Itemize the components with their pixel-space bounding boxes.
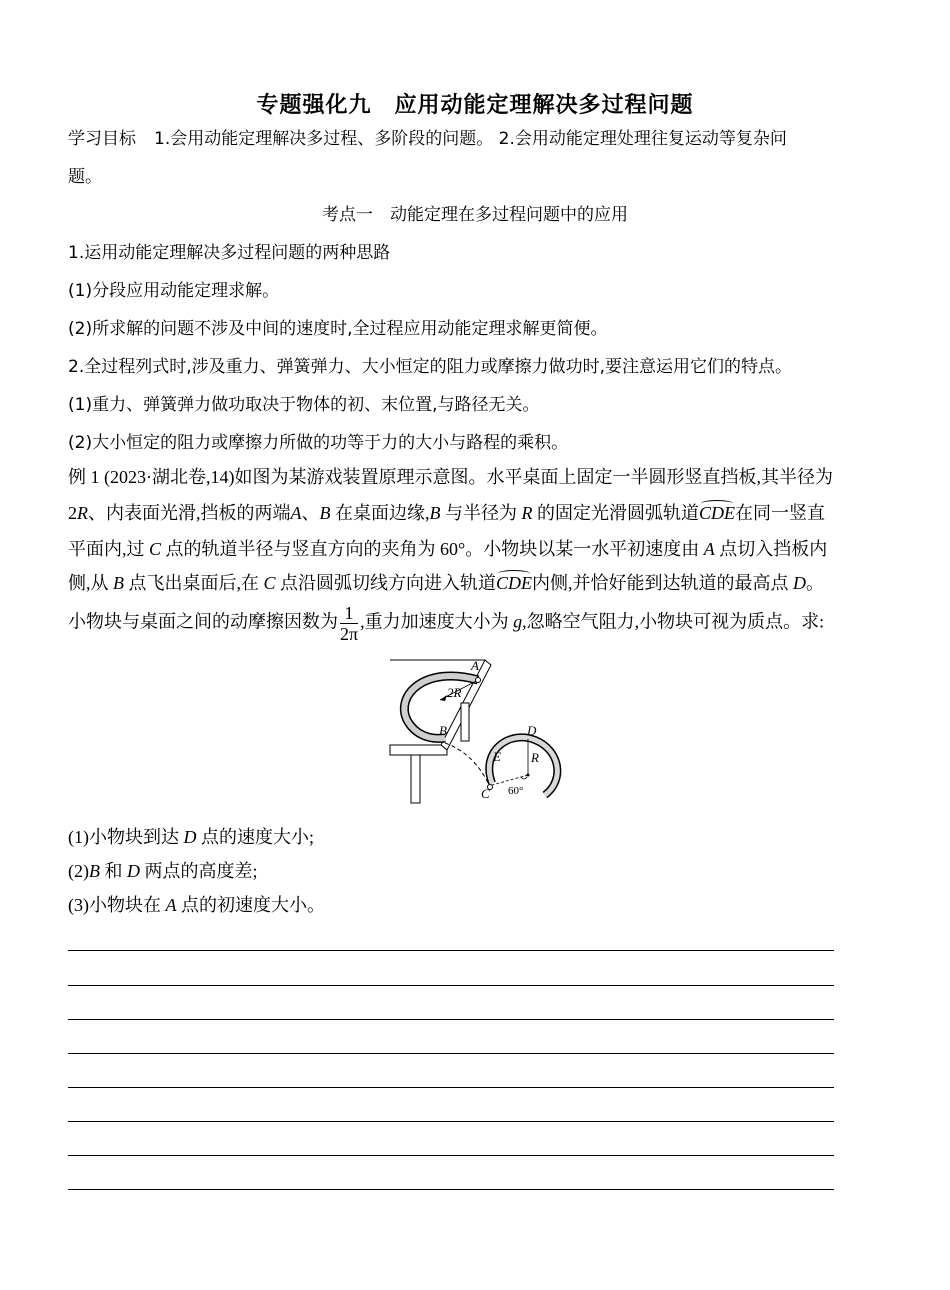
var-D: D	[127, 861, 140, 881]
var-B: B	[89, 861, 100, 881]
fraction-1-over-2pi	[340, 603, 358, 644]
var-A: A	[703, 539, 715, 559]
example-line-4	[68, 569, 824, 595]
point-2-1: (1)重力、弹簧弹力做功取决于物体的初、末位置,与路径无关。	[68, 395, 540, 415]
text: ,重力加速度大小为	[360, 611, 514, 632]
label-C: C	[481, 786, 490, 801]
text: 点沿圆弧切线方向进入轨道	[275, 573, 497, 593]
game-device-diagram	[385, 655, 570, 810]
text: (3)小物块在	[68, 895, 166, 915]
answer-line[interactable]	[68, 1189, 834, 1190]
text: 点的速度大小;	[196, 827, 315, 847]
point-1-1: (1)分段应用动能定理求解。	[68, 281, 280, 301]
point-1: 1.运用动能定理解决多过程问题的两种思路	[68, 243, 391, 263]
text: (1)小物块到达	[68, 827, 184, 847]
text: 两点的高度差;	[140, 861, 258, 881]
fraction-denominator: 2π	[340, 624, 359, 644]
text: ,忽略空气阻力,小物块可视为质点。求:	[522, 611, 825, 632]
example-line-5	[68, 603, 824, 644]
radius-to-C	[492, 775, 528, 785]
var-A: A	[165, 895, 177, 915]
answer-line[interactable]	[68, 1019, 834, 1020]
text: 。	[806, 573, 825, 593]
text: (2)	[68, 861, 89, 881]
example-label: 例 1	[68, 467, 100, 487]
text: 2	[68, 503, 77, 523]
point-A-marker	[476, 678, 481, 683]
answer-line[interactable]	[68, 985, 834, 986]
var-C: C	[149, 539, 162, 559]
text: 在桌面边缘,	[330, 503, 430, 523]
var-R: R	[77, 503, 88, 523]
label-B: B	[439, 723, 447, 738]
text: 的固定光滑圆弧轨道	[532, 503, 699, 523]
point-1-2: (2)所求解的问题不涉及中间的速度时,全过程应用动能定理求解更简便。	[68, 319, 608, 339]
table-thickness	[390, 745, 447, 755]
var-C: C	[263, 573, 276, 593]
example-source: (2023·湖北卷,14)	[104, 467, 235, 487]
var-B: B	[319, 503, 331, 523]
var-R: R	[521, 503, 533, 523]
objectives-label: 学习目标	[68, 129, 136, 149]
var-B: B	[113, 573, 124, 593]
track-center	[527, 774, 530, 777]
text: 内侧,并恰好能到达轨道的最高点	[532, 573, 794, 593]
text: 侧,从	[68, 573, 113, 593]
question-2	[68, 857, 258, 883]
fraction-numerator: 1	[340, 603, 358, 624]
answer-line[interactable]	[68, 1121, 834, 1122]
text: 点切入挡板内	[714, 539, 828, 559]
radius-arrow	[440, 695, 447, 701]
example-text-1: 如图为某游戏装置原理示意图。水平桌面上固定一半圆形竖直挡板,其半径为	[234, 467, 833, 487]
text: 和	[100, 861, 127, 881]
text: 点的轨道半径与竖直方向的夹角为 60°。小物块以某一水平初速度由	[161, 539, 704, 559]
text: 与半径为	[440, 503, 522, 523]
text: 平面内,过	[68, 539, 149, 559]
objectives-text-1: 1.会用动能定理解决多过程、多阶段的问题。 2.会用动能定理处理往复运动等复杂问	[154, 129, 787, 149]
text: 在同一竖直	[735, 503, 825, 523]
section-heading: 考点一 动能定理在多过程问题中的应用	[322, 205, 628, 225]
page-title: 专题强化九 应用动能定理解决多过程问题	[256, 93, 694, 118]
trajectory-dashed	[445, 743, 490, 787]
table-leg-back	[461, 703, 469, 741]
question-3	[68, 891, 325, 917]
objectives-text-2: 题。	[68, 167, 102, 187]
arc-CDE: CDE	[699, 503, 735, 523]
var-B: B	[429, 503, 441, 523]
example-line-1	[68, 463, 833, 489]
text: 、内表面光滑,挡板的两端	[88, 503, 291, 523]
point-2-2: (2)大小恒定的阻力或摩擦力所做的功等于力的大小与路程的乘积。	[68, 433, 569, 453]
angle-arc	[521, 777, 527, 779]
answer-line[interactable]	[68, 1087, 834, 1088]
question-1	[68, 823, 314, 849]
label-A: A	[471, 658, 479, 673]
learning-objectives-line-1	[68, 124, 787, 149]
point-2: 2.全过程列式时,涉及重力、弹簧弹力、大小恒定的阻力或摩擦力做功时,要注意运用它们的特点。	[68, 357, 793, 377]
text: 小物块与桌面之间的动摩擦因数为	[68, 611, 338, 632]
label-angle-60: 60°	[508, 785, 524, 797]
answer-line[interactable]	[68, 1053, 834, 1054]
var-D: D	[793, 573, 807, 593]
label-2R: 2R	[447, 685, 462, 700]
label-R: R	[531, 750, 539, 765]
var-g: g	[513, 611, 523, 632]
label-E: E	[493, 749, 501, 764]
var-D: D	[183, 827, 197, 847]
label-D: D	[527, 723, 537, 738]
text: 点的初速度大小。	[176, 895, 325, 915]
table-leg-left	[411, 755, 420, 803]
example-line-3	[68, 535, 827, 561]
answer-line[interactable]	[68, 1155, 834, 1156]
example-line-2	[68, 499, 825, 525]
text: 点飞出桌面后,在	[124, 573, 264, 593]
answer-line[interactable]	[68, 950, 834, 951]
var-A: A	[290, 503, 302, 523]
arc-CDE: CDE	[496, 573, 533, 593]
text: 、	[301, 503, 320, 523]
